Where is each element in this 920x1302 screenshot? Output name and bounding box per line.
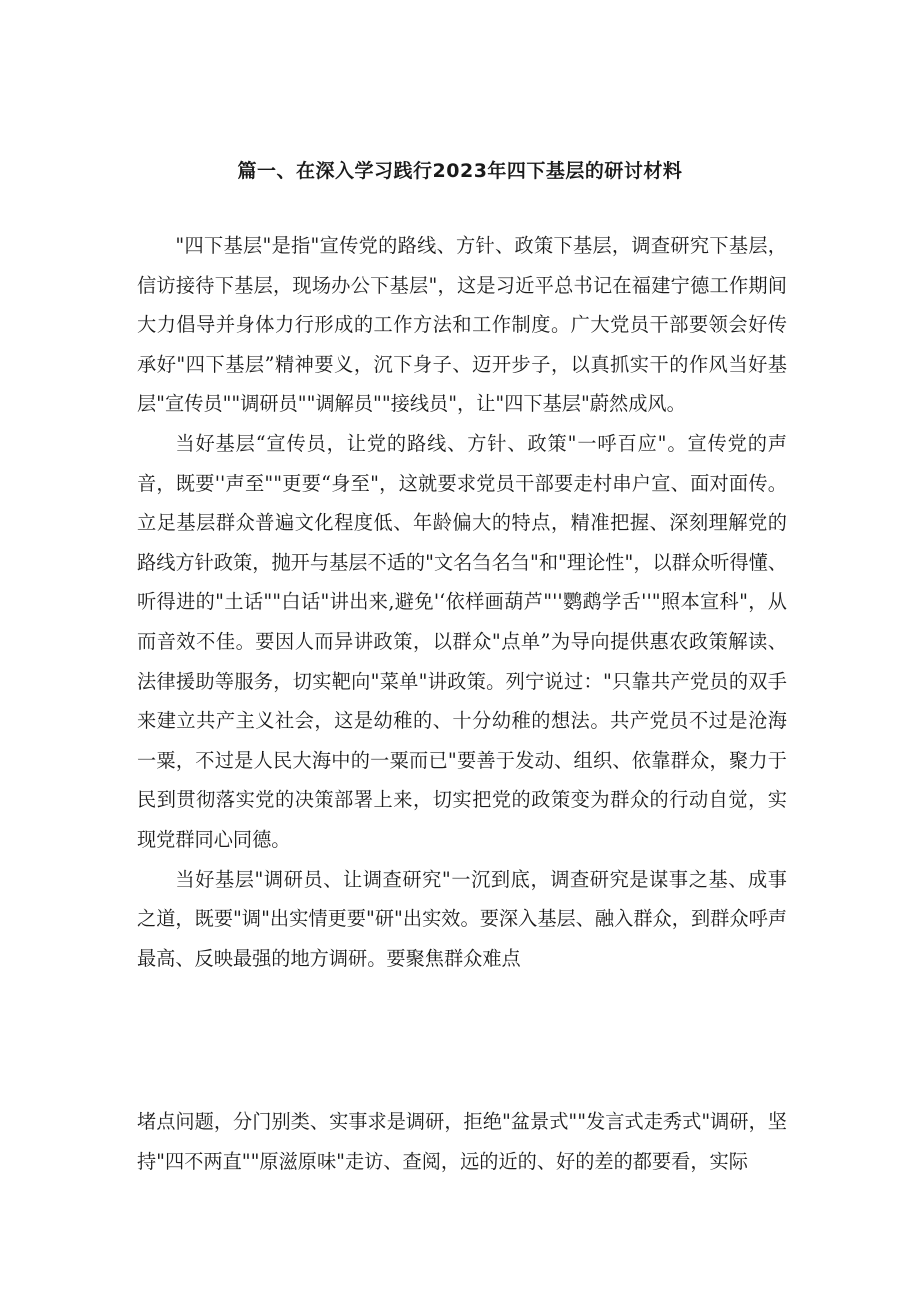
paragraph-1: "四下基层"是指"宣传党的路线、方针、政策下基层，调查研究下基层，信访接待下基层，现场办公下基层"，这是习近平总书记在福建宁德工作期间大力倡导并身体力行形成的工作方法和工作制度。广大党员干部要领会好传承好"四下基层”精神要义，沉下身子、迈开步子，以真抓实干的作风当好基层"宣传员""调研员""调解员""接线员"，让"四下基层"蔚然成风。 — [137, 234, 787, 416]
document-body-continued — [137, 1102, 787, 1181]
paragraph-2: 当好基层“宣传员，让党的路线、方针、政策"一呼百应"。宣传党的声音，既要''声至""更要“身至"，这就要求党员干部要走村串户宣、面对面传。立足基层群众普遍文化程度低、年龄偏大的特点，精准把握、深刻理解党的路线方针政策，抛开与基层不适的"文名刍名刍"和"理论性"，以群众听得懂、听得进的"土话""白话"讲出来,避免'‘依样画葫芦"''鹦鹉学舌''"照本宣科"，从而音效不佳。要因人而异讲政策，以群众"点单”为导向提供惠农政策解读、法律援助等服务，切实靶向"菜单"讲政策。列宁说过："只靠共产党员的双手来建立共产主义社会，这是幼稚的、十分幼稚的想法。共产党员不过是沧海一粟，不过是人民大海中的一粟而已"要善于发动、组织、依靠群众，聚力于民到贯彻落实党的决策部署上来，切实把党的政策变为群众的行动自觉，实现党群同心同德。 — [137, 431, 787, 851]
document-body — [137, 226, 787, 978]
paragraph-3-continued: 堵点问题，分门别类、实事求是调研，拒绝"盆景式""发言式走秀式"调研，坚持"四不两直""原滋原味"走访、查阅，远的近的、好的差的都要看，实际 — [137, 1110, 787, 1173]
paragraph-3: 当好基层"调研员、让调查研究"一沉到底，调查研究是谋事之基、成事之道，既要"调"出实情更要"研"出实效。要深入基层、融入群众，到群众呼声最高、反映最强的地方调研。要聚焦群众难点 — [137, 867, 787, 970]
document-title: 篇一、在深入学习践行2023年四下基层的研讨材料 — [237, 160, 683, 182]
